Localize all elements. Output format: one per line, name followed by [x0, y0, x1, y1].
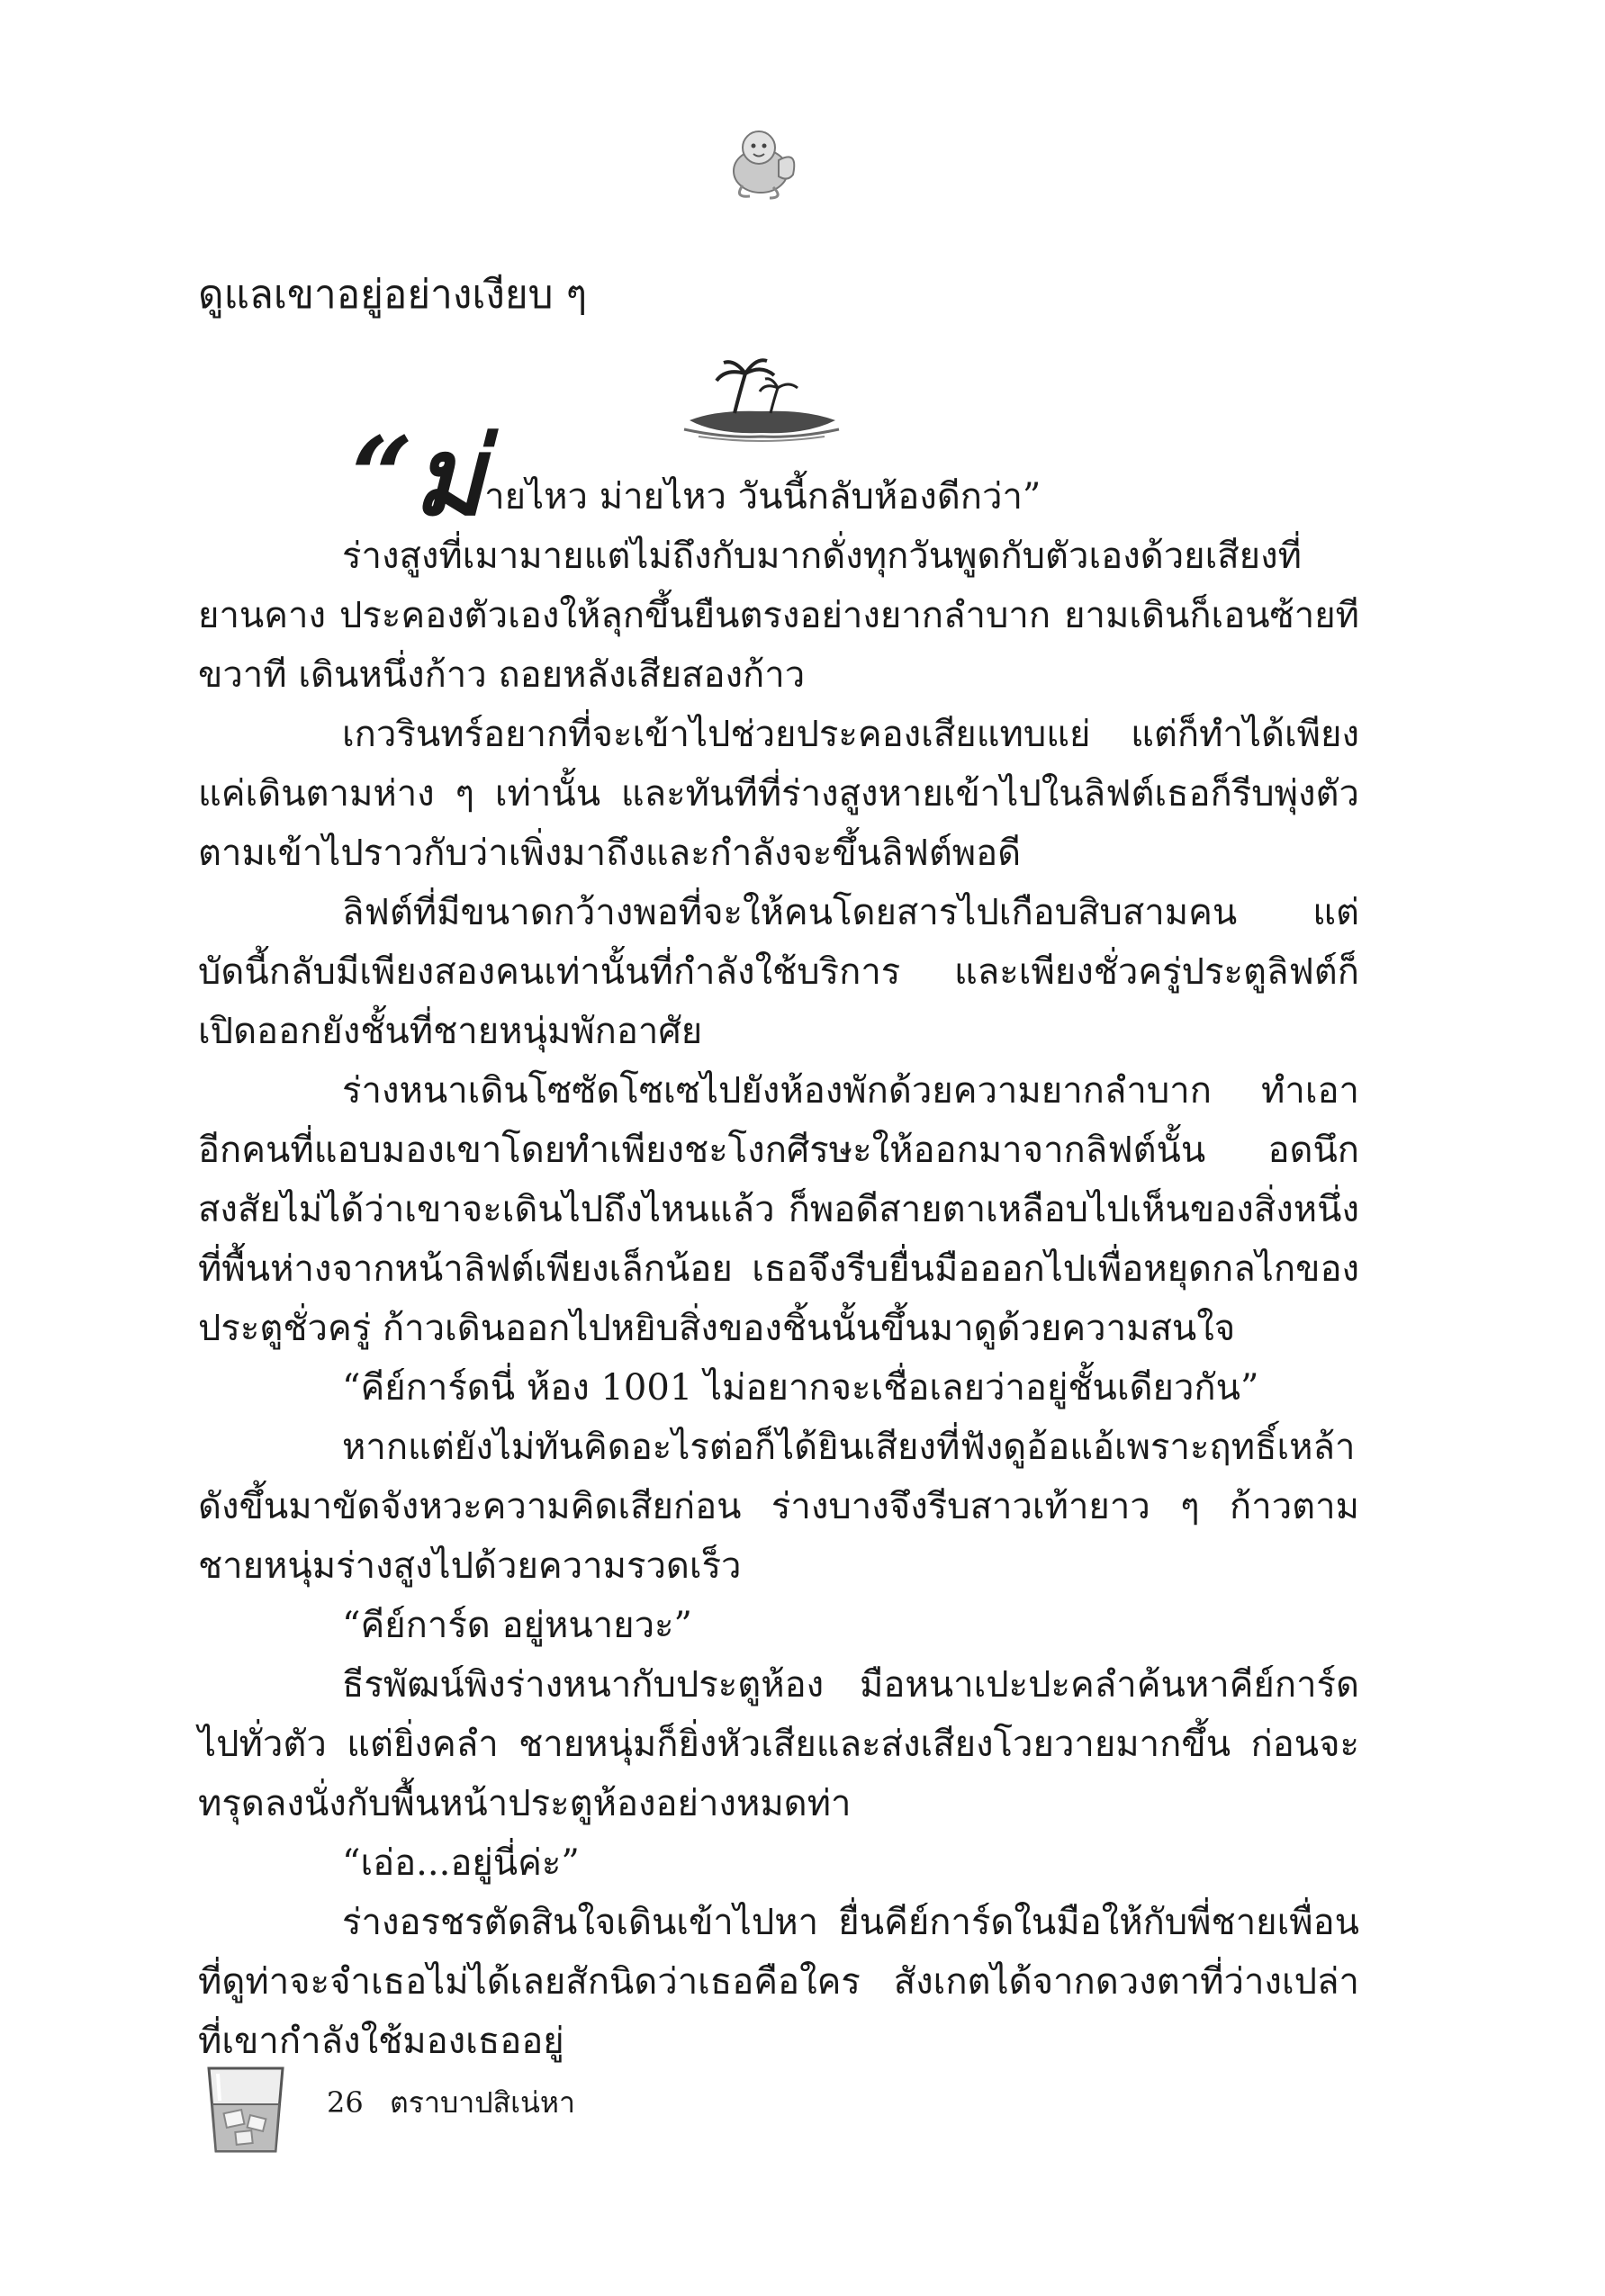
book-title: ตราบาปสิเน่หา — [390, 2085, 575, 2120]
quote-mark: “ — [351, 413, 414, 540]
paragraph: ร่างอรชรตัดสินใจเดินเข้าไปหา ยื่นคีย์การ์ดในมือให้กับพี่ชายเพื่อนที่ดูท่าจะจำเธอไม่ได้เลยสักนิดว่าเธอคือใคร สังเกตได้จากดวงตาที่ว่างเปล่าที่เขากำลังใช้มองเธออยู่ — [198, 1902, 1359, 2062]
cherub-icon — [716, 115, 806, 205]
page-footer — [196, 2061, 736, 2160]
dialogue-paragraph: “เอ่อ...อยู่นี่ค่ะ” — [342, 1842, 580, 1884]
paragraph: ร่างหนาเดินโซซัดโซเซไปยังห้องพักด้วยความยากลำบาก ทำเอาอีกคนที่แอบมองเขาโดยทำเพียงชะโงกศีรษะให้ออกมาจากลิฟต์นั้น อดนึกสงสัยไม่ได้ว่าเขาจะเดินไปถึงไหนแล้ว ก็พอดีสายตาเหลือบไปเห็นของสิ่งหนึ่งที่พื้นห่างจากหน้าลิฟต์เพียงเล็กน้อย เธอจึงรีบยื่นมือออกไปเพื่อหยุดกลไกของประตูชั่วครู่ ก้าวเดินออกไปหยิบสิ่งของชิ้นนั้นขึ้นมาดูด้วยความสนใจ — [198, 1070, 1359, 1349]
dialogue-paragraph: “คีย์การ์ด อยู่หนายวะ” — [342, 1605, 692, 1646]
paragraph: หากแต่ยังไม่ทันคิดอะไรต่อก็ได้ยินเสียงที่ฟังดูอ้อแอ้เพราะฤทธิ์เหล้าดังขึ้นมาขัดจังหวะความคิดเสียก่อน ร่างบางจึงรีบสาวเท้ายาว ๆ ก้าวตามชายหนุ่มร่างสูงไปด้วยความรวดเร็ว — [198, 1427, 1359, 1587]
glass-icon — [196, 2061, 295, 2160]
chapter-body — [198, 413, 1359, 2071]
intro-line: ดูแลเขาอยู่อย่างเงียบ ๆ — [198, 272, 588, 318]
dialogue-paragraph: “คีย์การ์ดนี่ ห้อง 1001 ไม่อยากจะเชื่อเลยว่าอยู่ชั้นเดียวกัน” — [342, 1367, 1259, 1409]
paragraph: ร่างสูงที่เมามายแต่ไม่ถึงกับมากดั่งทุกวันพูดกับตัวเองด้วยเสียงที่ยานคาง ประคองตัวเองให้ลุกขึ้นยืนตรงอย่างยากลำบาก ยามเดินก็เอนซ้ายที ขวาที เดินหนึ่งก้าว ถอยหลังเสียสองก้าว — [198, 536, 1359, 696]
paragraph: ลิฟต์ที่มีขนาดกว้างพอที่จะให้คนโดยสารไปเกือบสิบสามคน แต่บัดนี้กลับมีเพียงสองคนเท่านั้นที่กำลังใช้บริการ และเพียงชั่วครู่ประตูลิฟต์ก็เปิดออกยังชั้นที่ชายหนุ่มพักอาศัย — [198, 892, 1359, 1052]
page-number: 26 — [327, 2085, 364, 2120]
dialogue-rest: ายไหว ม่ายไหว วันนี้กลับห้องดีกว่า” — [484, 476, 1041, 518]
paragraph: เกวรินทร์อยากที่จะเข้าไปช่วยประคองเสียแทบแย่ แต่ก็ทำได้เพียงแค่เดินตามห่าง ๆ เท่านั้น และทันทีที่ร่างสูงหายเข้าไปในลิฟต์เธอก็รีบพุ่งตัวตามเข้าไปราวกับว่าเพิ่งมาถึงและกำลังจะขึ้นลิฟต์พอดี — [198, 714, 1359, 874]
palm-island-icon — [681, 356, 843, 446]
paragraph: ธีรพัฒน์พิงร่างหนากับประตูห้อง มือหนาเปะปะคลำค้นหาคีย์การ์ดไปทั่วตัว แต่ยิ่งคลำ ชายหนุ่มก็ยิ่งหัวเสียและส่งเสียงโวยวายมากขึ้น ก่อนจะทรุดลงนั่งกับพื้นหน้าประตูห้องอย่างหมดท่า — [198, 1664, 1359, 1824]
drop-cap: ม่ — [413, 413, 485, 540]
dialogue-line — [198, 413, 1359, 540]
